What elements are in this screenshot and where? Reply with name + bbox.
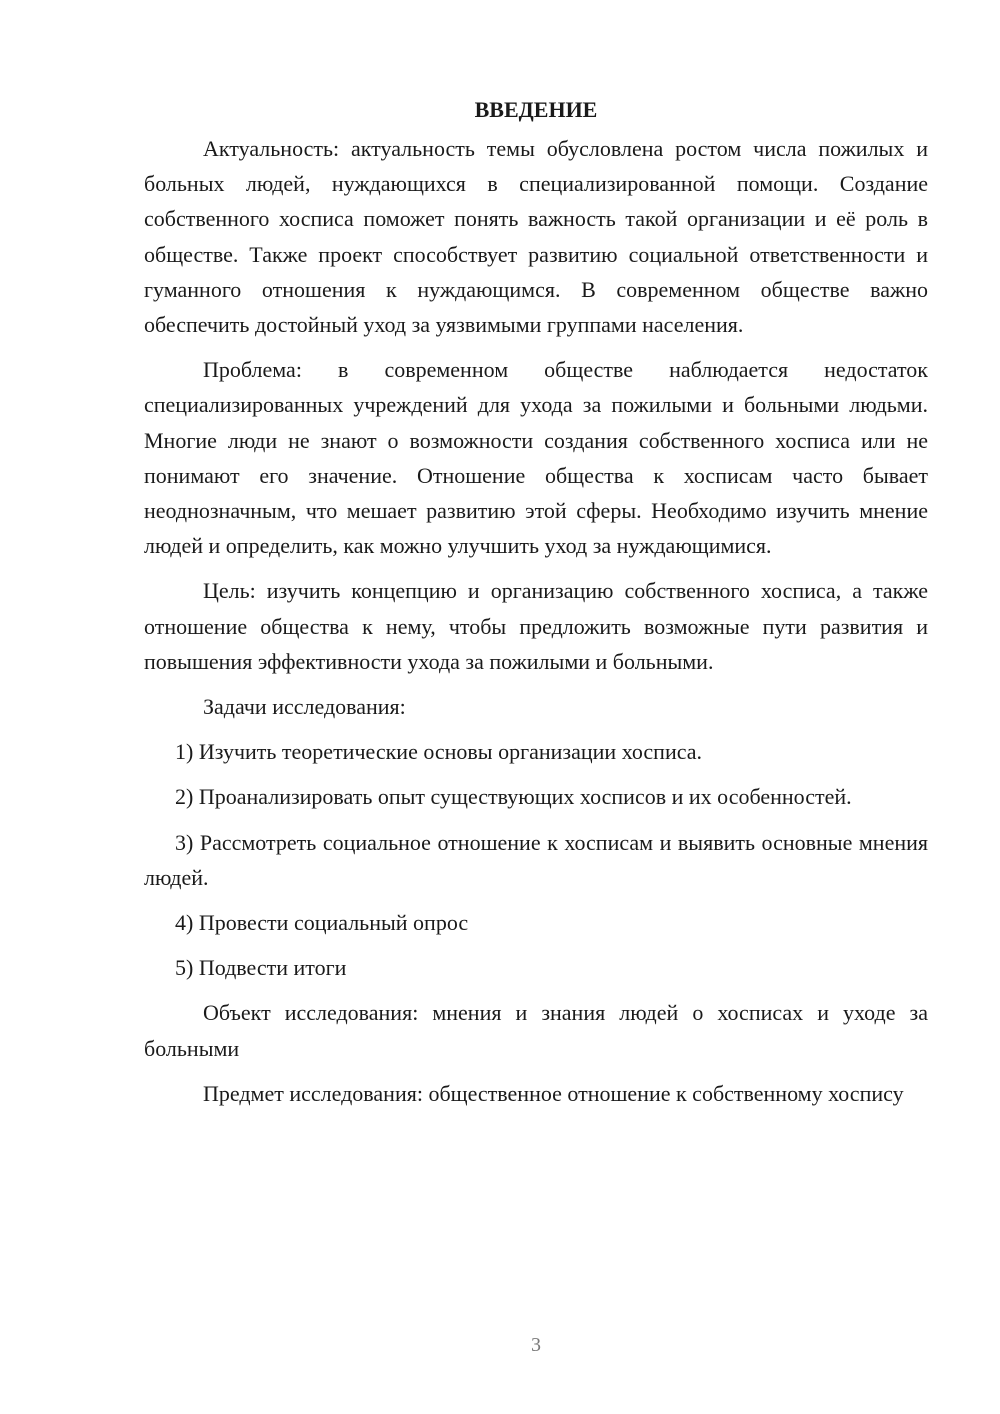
task-item-1: 1) Изучить теоретические основы организации хосписа. xyxy=(175,739,703,765)
tasks-intro: Задачи исследования: xyxy=(203,694,406,720)
page-number: 3 xyxy=(531,1334,541,1356)
document-page xyxy=(144,92,928,1121)
task-item-4: 4) Провести социальный опрос xyxy=(175,910,469,936)
goal-paragraph: Цель: изучить концепцию и организацию собственного хосписа, а также отношение общества к нему, чтобы предложить возможные пути развития и повышения эффективности ухода за пожилыми и больными. xyxy=(144,578,928,674)
relevance-paragraph: Актуальность: актуальность темы обусловлена ростом числа пожилых и больных людей, нуждающихся в специализированной помощи. Создание собственного хосписа поможет понять важность такой организации и её роль в обществе. Также проект способствует развитию социальной ответственности и гуманного отношения к нуждающимся. В современном обществе важно обеспечить достойный уход за уязвимыми группами населения. xyxy=(144,136,928,338)
task-item-3: 3) Рассмотреть социальное отношение к хосписам и выявить основные мнения людей. xyxy=(144,829,928,890)
section-heading: ВВЕДЕНИЕ xyxy=(474,97,598,122)
object-paragraph: Объект исследования: мнения и знания людей о хосписах и уходе за больными xyxy=(144,1000,928,1061)
task-item-2: 2) Проанализировать опыт существующих хосписов и их особенностей. xyxy=(175,784,852,810)
task-item-5: 5) Подвести итоги xyxy=(175,955,347,981)
subject-paragraph: Предмет исследования: общественное отношение к собственному хоспису xyxy=(203,1080,904,1106)
problem-paragraph: Проблема: в современном обществе наблюдается недостаток специализированных учреждений для ухода за пожилыми и больными людьми. Многие люди не знают о возможности создания собственного хосписа или не понимают его значение. Отношение общества к хосписам часто бывает неоднозначным, что мешает развитию этой сферы. Необходимо изучить мнение людей и определить, как можно улучшить уход за нуждающимися. xyxy=(144,357,928,559)
